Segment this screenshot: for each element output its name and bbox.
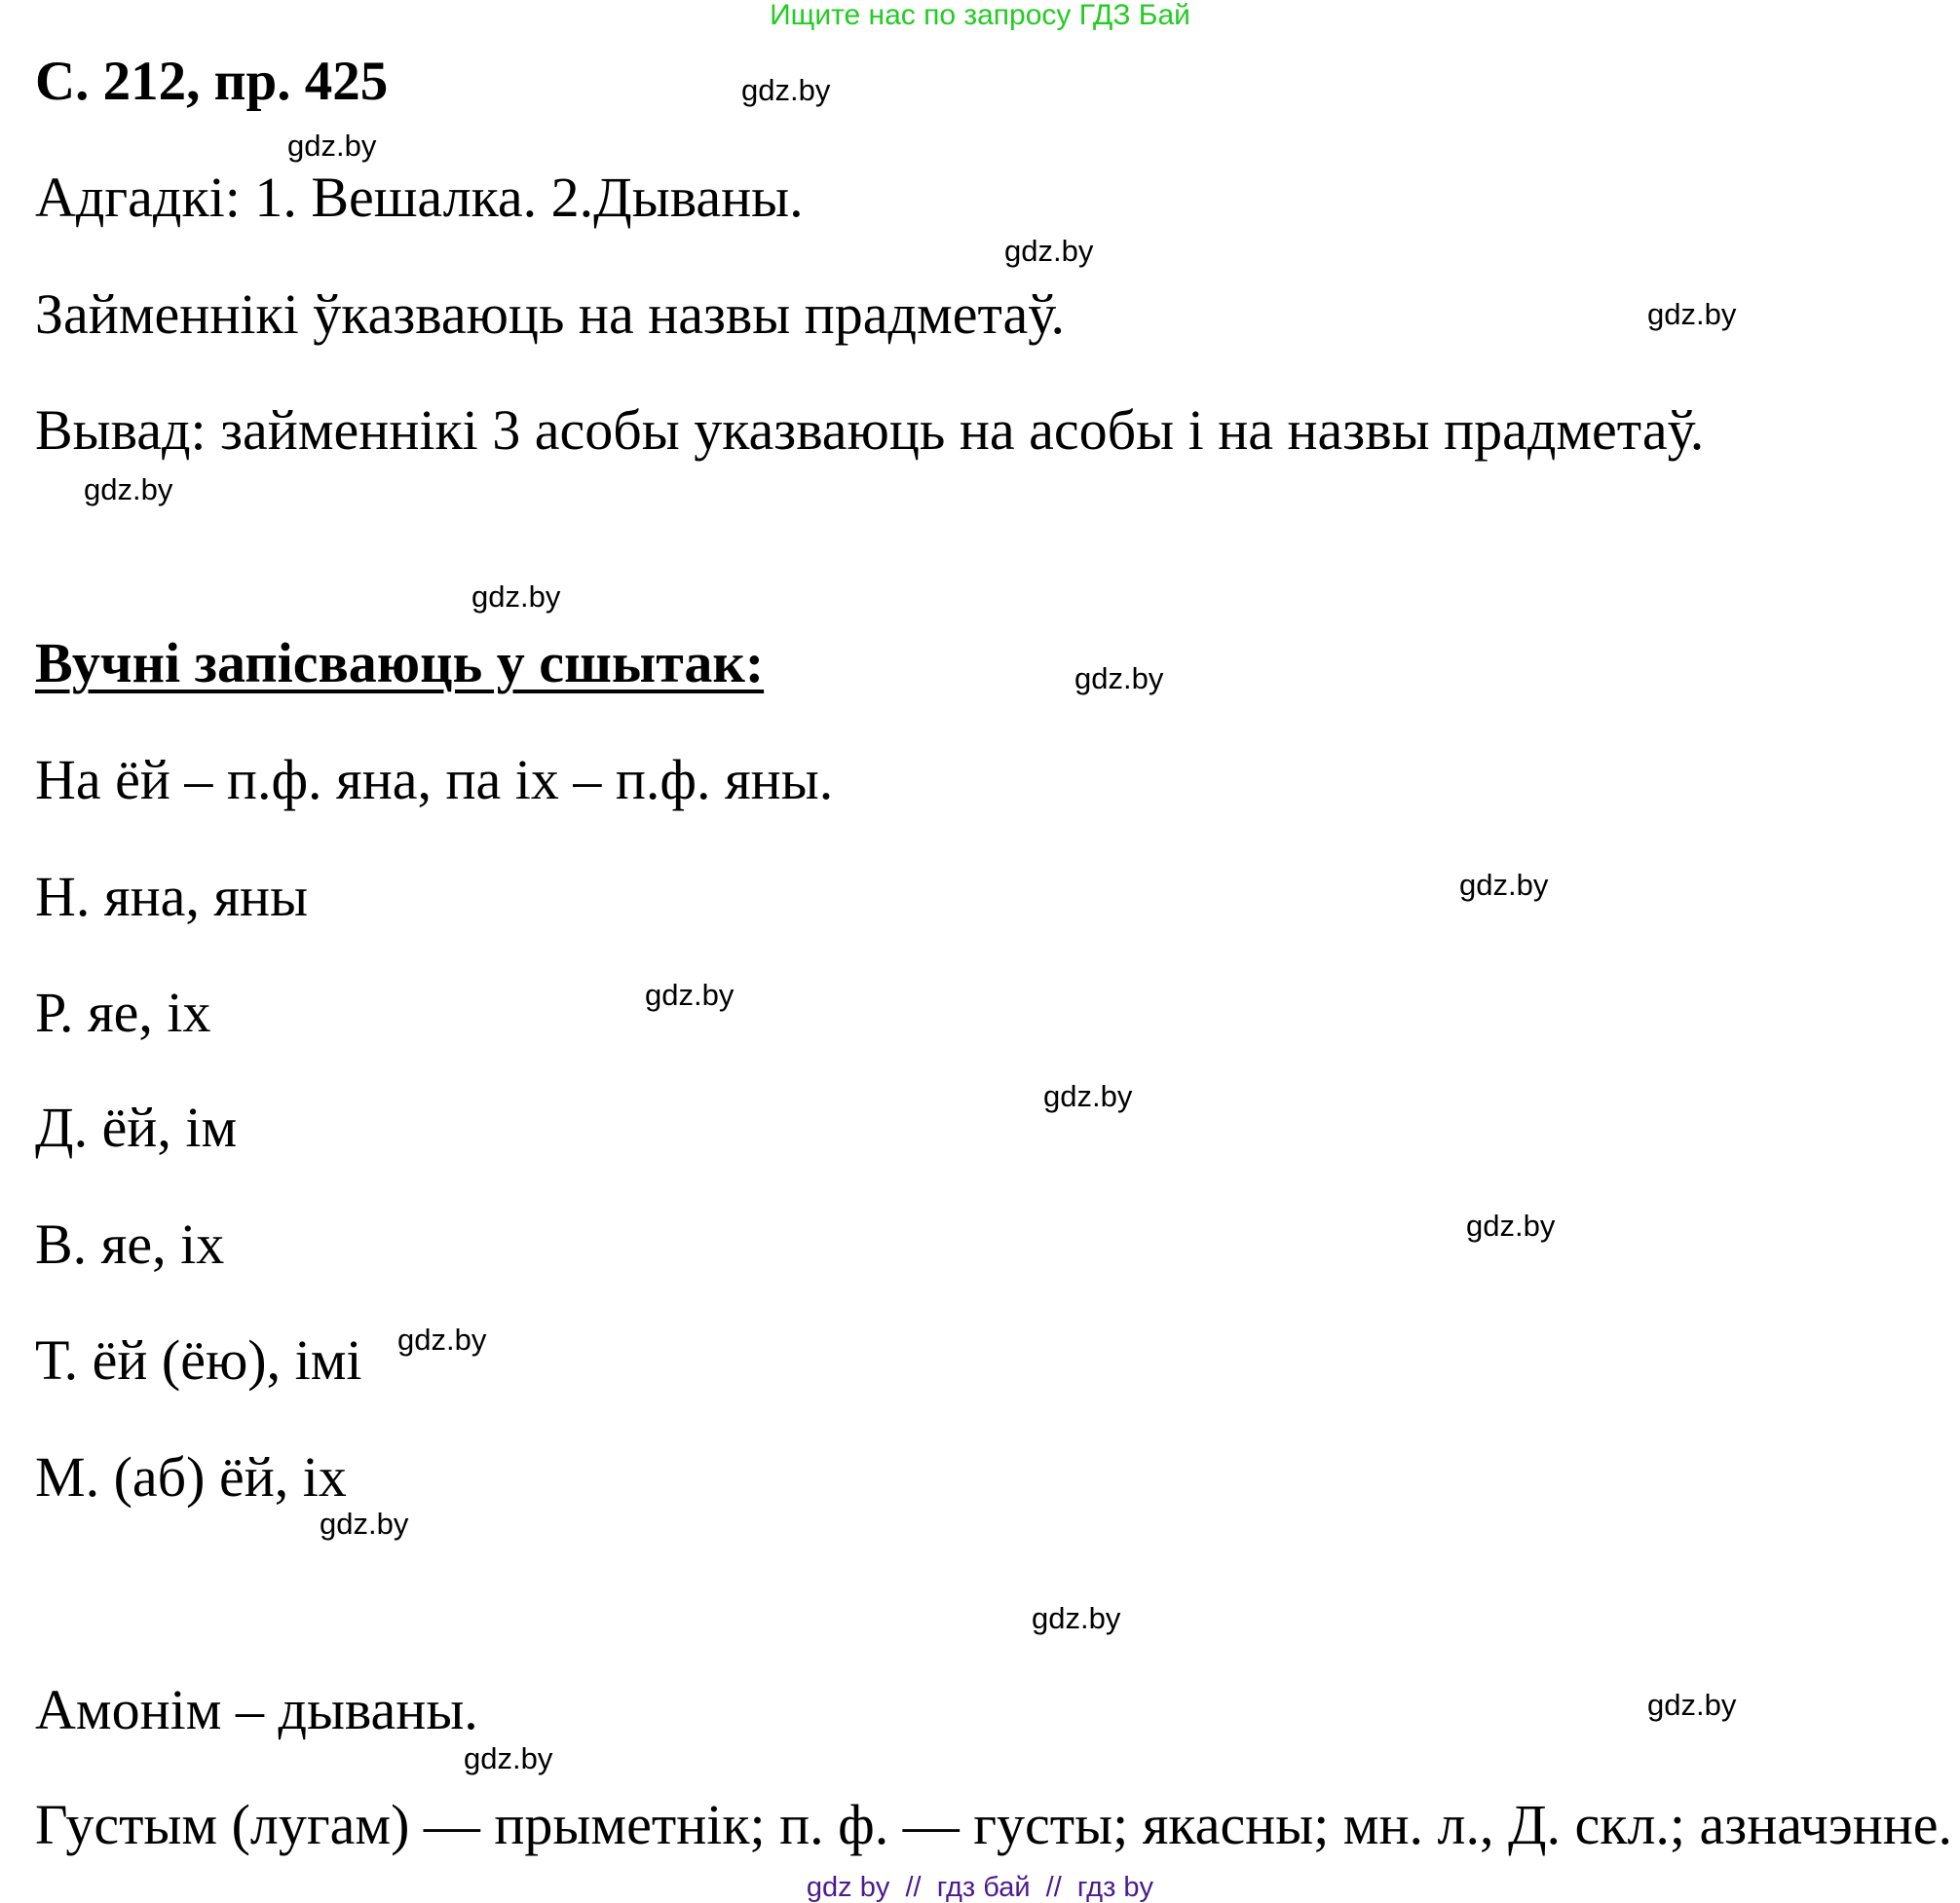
watermark: gdz.by: [471, 579, 561, 614]
word-analysis: Густым (лугам) — прыметнік; п. ф. — густы; якасны; мн. л., Д. скл.; азначэнне.: [35, 1793, 1953, 1856]
homonym-line: Амонім – дываны.: [35, 1678, 478, 1741]
watermark: gdz.by: [1004, 234, 1094, 268]
watermark: gdz.by: [1647, 1688, 1737, 1722]
pronoun-statement: Займеннікі ўказваюць на назвы прадметаў.: [35, 282, 1065, 346]
case-accusative: В. яе, іх: [35, 1213, 225, 1276]
watermark: gdz.by: [1647, 297, 1737, 331]
section-heading: Вучні запісваюць у сшытак:: [35, 631, 765, 694]
watermark: gdz.by: [1043, 1079, 1133, 1113]
watermark: gdz.by: [1459, 868, 1549, 902]
riddle-answers: Адгадкі: 1. Вешалка. 2.Дываны.: [35, 166, 804, 229]
watermark: gdz.by: [397, 1323, 487, 1357]
conclusion: Вывад: займеннікі 3 асобы указваюць на асобы і на назвы прадметаў.: [35, 398, 1705, 462]
case-prepositional: М. (аб) ёй, іх: [35, 1445, 347, 1509]
watermark: gdz.by: [645, 978, 735, 1012]
search-banner: Ищите нас по запросу ГДЗ Бай: [770, 0, 1190, 31]
watermark: gdz.by: [1032, 1601, 1121, 1635]
watermark: gdz.by: [84, 472, 173, 506]
note-line: На ёй – п.ф. яна, па іх – п.ф. яны.: [35, 748, 834, 811]
case-genitive: Р. яе, іх: [35, 981, 211, 1044]
watermark: gdz.by: [464, 1741, 553, 1775]
watermark: gdz.by: [320, 1507, 409, 1541]
case-dative: Д. ёй, ім: [35, 1096, 238, 1159]
watermark: gdz.by: [287, 129, 377, 163]
case-instrumental: Т. ёй (ёю), імі: [35, 1328, 362, 1392]
page-title: С. 212, пр. 425: [35, 51, 389, 112]
case-nominative: Н. яна, яны: [35, 865, 309, 928]
watermark: gdz.by: [1074, 661, 1164, 695]
watermark: gdz.by: [741, 73, 831, 107]
footer-watermark: gdz by // гдз бай // гдз by: [806, 1872, 1154, 1903]
watermark: gdz.by: [1466, 1209, 1556, 1243]
